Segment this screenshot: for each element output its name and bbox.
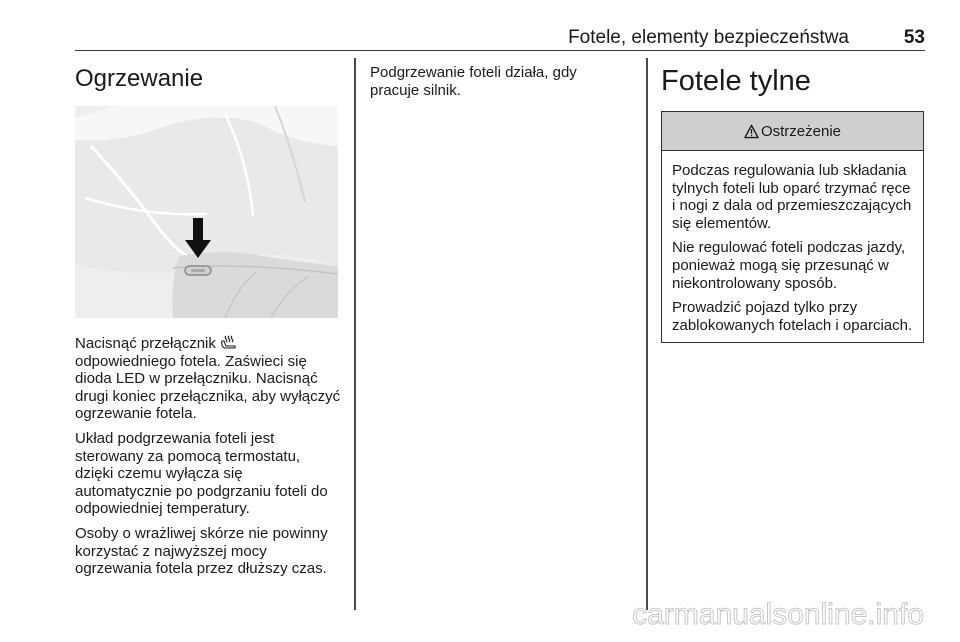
watermark-text: carmanualsonline.info — [632, 598, 924, 631]
page-number: 53 — [903, 27, 925, 48]
left-column — [75, 64, 341, 585]
page-header — [75, 26, 925, 51]
column-divider — [354, 58, 356, 610]
seat-heater-icon — [220, 335, 236, 350]
warning-paragraph: Prowadzić pojazd tylko przy zablokowanych fotelach i oparciach. — [672, 299, 913, 334]
warning-box — [661, 111, 924, 343]
warning-paragraph: Podczas regulowania lub składania tylnych foteli lub oparć trzymać ręce i nogi z dala od przemieszczających się elementów. — [672, 162, 912, 232]
warning-title: Ostrzeżenie — [760, 122, 842, 140]
section-heading-rear-seats: Fotele tylne — [661, 65, 811, 97]
right-column — [661, 64, 925, 343]
middle-column — [370, 64, 620, 106]
warning-triangle-icon — [744, 124, 759, 139]
warning-header — [662, 112, 923, 151]
column-divider — [646, 58, 648, 610]
warning-paragraph: Nie regulować foteli podczas jazdy, ponieważ mogą się przesunąć w niekontrolowany sposób. — [672, 239, 906, 292]
seat-heating-switch-illustration — [75, 106, 338, 318]
sensitive-skin-paragraph: Osoby o wrażliwej skórze nie powinny korzystać z najwyższej mocy ogrzewania fotela przez dłuższy czas. — [75, 524, 328, 578]
heating-instructions-paragraph: Nacisnąć przełącznik odpowiedniego fotela. Zaświeci się dioda LED w przełączniku. Nacisnąć drugi koniec przełącznika, aby wyłączyć ogrzewanie fotela. — [75, 335, 341, 423]
section-heading-heating: Ogrzewanie — [75, 65, 204, 92]
header-title: Fotele, elementy bezpieczeństwa — [568, 27, 849, 48]
engine-running-paragraph: Podgrzewanie foteli działa, gdy pracuje silnik. — [370, 64, 577, 99]
warning-body — [662, 151, 923, 342]
thermostat-paragraph: Układ podgrzewania foteli jest sterowany za pomocą termostatu, dzięki czemu wyłącza się automatycznie po podgrzaniu foteli do odpowiedniej temperatury. — [75, 429, 328, 518]
watermark — [584, 597, 924, 633]
